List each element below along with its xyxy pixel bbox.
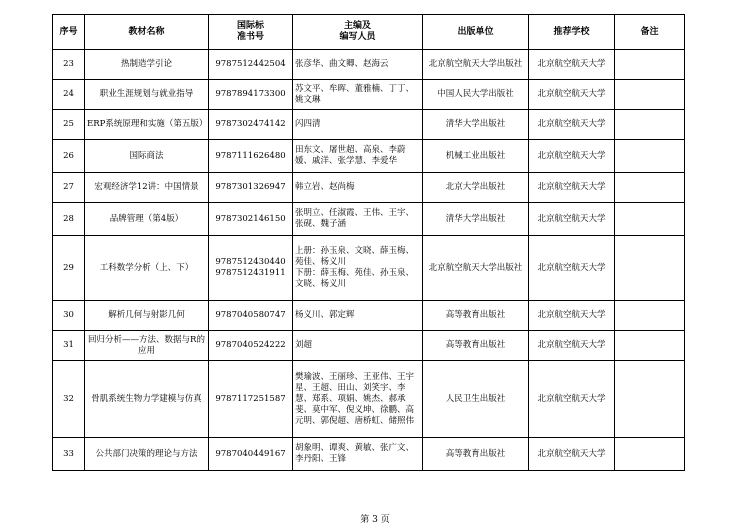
cell-school: 北京航空航天大学	[529, 331, 615, 361]
cell-publisher: 北京航空航天大学出版社	[423, 50, 529, 80]
header-publisher: 出版单位	[423, 15, 529, 50]
cell-authors: 田东文、屠世超、高泉、李蔚媛、戚洋、张学慧、李爱华	[293, 140, 423, 173]
cell-school: 北京航空航天大学	[529, 236, 615, 301]
cell-note	[615, 301, 685, 331]
table-row	[53, 203, 685, 236]
cell-no: 25	[53, 110, 85, 140]
table-row	[53, 140, 685, 173]
cell-no: 29	[53, 236, 85, 301]
cell-authors: 张明立、任淑霞、王伟、王宇、张砚、魏子涵	[293, 203, 423, 236]
cell-school: 北京航空航天大学	[529, 173, 615, 203]
header-name: 教材名称	[85, 15, 209, 50]
cell-authors: 闪四清	[293, 110, 423, 140]
cell-isbn: 9787301326947	[209, 173, 293, 203]
cell-textbook-name: 解析几何与射影几何	[85, 301, 209, 331]
cell-note	[615, 140, 685, 173]
cell-isbn: 9787302474142	[209, 110, 293, 140]
cell-school: 北京航空航天大学	[529, 438, 615, 471]
page-number: 第 3 页	[360, 515, 390, 525]
table-row	[53, 438, 685, 471]
cell-textbook-name: 职业生涯规划与就业指导	[85, 80, 209, 110]
cell-note	[615, 203, 685, 236]
cell-textbook-name: 宏观经济学12讲：中国情景	[85, 173, 209, 203]
cell-authors: 韩立岩、赵尚梅	[293, 173, 423, 203]
cell-isbn: 9787512430440 9787512431911	[209, 236, 293, 301]
cell-textbook-name: 国际商法	[85, 140, 209, 173]
cell-school: 北京航空航天大学	[529, 301, 615, 331]
cell-publisher: 机械工业出版社	[423, 140, 529, 173]
cell-isbn: 9787302146150	[209, 203, 293, 236]
cell-authors: 刘超	[293, 331, 423, 361]
cell-no: 31	[53, 331, 85, 361]
table-row	[53, 50, 685, 80]
header-row	[53, 15, 685, 50]
cell-authors: 上册：孙玉泉、文晓、薛玉梅、苑佳、杨义川 下册：薛玉梅、苑佳、孙玉泉、文晓、杨义川	[293, 236, 423, 301]
cell-note	[615, 110, 685, 140]
cell-publisher: 高等教育出版社	[423, 301, 529, 331]
cell-textbook-name: 热制造学引论	[85, 50, 209, 80]
cell-publisher: 高等教育出版社	[423, 438, 529, 471]
cell-no: 23	[53, 50, 85, 80]
table-row	[53, 80, 685, 110]
table-row	[53, 173, 685, 203]
cell-publisher: 北京航空航天大学出版社	[423, 236, 529, 301]
cell-note	[615, 331, 685, 361]
cell-note	[615, 236, 685, 301]
cell-publisher: 中国人民大学出版社	[423, 80, 529, 110]
cell-no: 32	[53, 361, 85, 438]
cell-isbn: 9787040524222	[209, 331, 293, 361]
cell-textbook-name: 骨肌系统生物力学建模与仿真	[85, 361, 209, 438]
cell-isbn: 9787117251587	[209, 361, 293, 438]
cell-isbn: 9787040449167	[209, 438, 293, 471]
cell-note	[615, 173, 685, 203]
header-note: 备注	[615, 15, 685, 50]
cell-isbn: 9787111626480	[209, 140, 293, 173]
cell-school: 北京航空航天大学	[529, 140, 615, 173]
cell-school: 北京航空航天大学	[529, 361, 615, 438]
header-no: 序号	[53, 15, 85, 50]
cell-isbn: 9787512442504	[209, 50, 293, 80]
cell-isbn: 9787894173300	[209, 80, 293, 110]
cell-no: 28	[53, 203, 85, 236]
cell-authors: 杨义川、郭定辉	[293, 301, 423, 331]
cell-school: 北京航空航天大学	[529, 110, 615, 140]
table-row	[53, 331, 685, 361]
header-school: 推荐学校	[529, 15, 615, 50]
cell-note	[615, 80, 685, 110]
cell-publisher: 人民卫生出版社	[423, 361, 529, 438]
cell-authors: 苏文平、牟晖、董雅楠、丁丁、姚文琳	[293, 80, 423, 110]
cell-textbook-name: 回归分析——方法、数据与R的应用	[85, 331, 209, 361]
cell-publisher: 清华大学出版社	[423, 203, 529, 236]
cell-authors: 胡象明、谭爽、黄敏、张广文、李丹阳、王锋	[293, 438, 423, 471]
cell-publisher: 北京大学出版社	[423, 173, 529, 203]
cell-publisher: 清华大学出版社	[423, 110, 529, 140]
cell-no: 33	[53, 438, 85, 471]
cell-textbook-name: 工科数学分析（上、下）	[85, 236, 209, 301]
cell-no: 30	[53, 301, 85, 331]
cell-publisher: 高等教育出版社	[423, 331, 529, 361]
textbook-table	[52, 14, 685, 471]
cell-textbook-name: 公共部门决策的理论与方法	[85, 438, 209, 471]
cell-school: 北京航空航天大学	[529, 50, 615, 80]
table-row	[53, 236, 685, 301]
table-row	[53, 361, 685, 438]
cell-textbook-name: 品牌管理（第4版）	[85, 203, 209, 236]
table-row	[53, 301, 685, 331]
cell-no: 24	[53, 80, 85, 110]
cell-isbn: 9787040580747	[209, 301, 293, 331]
header-authors: 主编及 编写人员	[293, 15, 423, 50]
cell-authors: 樊瑜波、王丽珍、王亚伟、王宇星、王超、田山、刘笑宇、李慧、郑系、项娟、姚杰、郝承斐、莫中军、倪义坤、徐鹏、高元明、郭倪超、唐桥虹、储照伟	[293, 361, 423, 438]
header-isbn: 国际标 准书号	[209, 15, 293, 50]
table-row	[53, 110, 685, 140]
cell-note	[615, 438, 685, 471]
cell-school: 北京航空航天大学	[529, 203, 615, 236]
cell-note	[615, 50, 685, 80]
cell-textbook-name: ERP系统原理和实施（第五版）	[85, 110, 209, 140]
cell-authors: 张彦华、曲文卿、赵海云	[293, 50, 423, 80]
cell-no: 27	[53, 173, 85, 203]
cell-note	[615, 361, 685, 438]
cell-school: 北京航空航天大学	[529, 80, 615, 110]
cell-no: 26	[53, 140, 85, 173]
